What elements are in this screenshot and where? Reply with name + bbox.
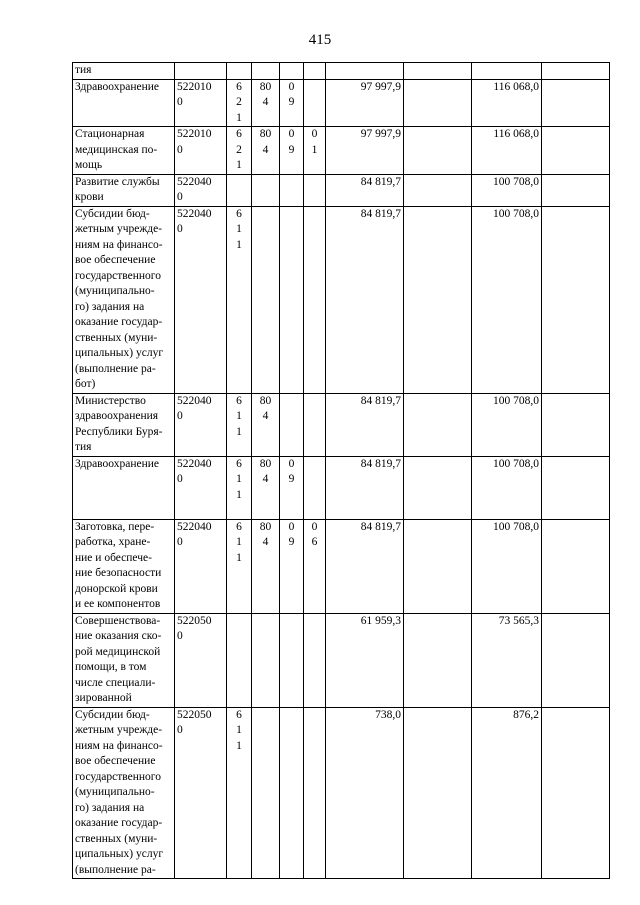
code-line: 0 <box>177 473 183 485</box>
code-cell <box>175 79 227 127</box>
empty-cell <box>404 393 472 456</box>
amount-2023-cell: 84 819,7 <box>326 174 404 206</box>
rz-cell <box>252 519 280 613</box>
vr-cell <box>227 707 252 879</box>
name-cell <box>73 456 175 519</box>
vr-digit: 1 <box>236 410 242 422</box>
empty-cell <box>404 456 472 519</box>
vr-cell <box>227 174 252 206</box>
vr-digit: 1 <box>236 223 242 235</box>
vr-cell <box>227 79 252 127</box>
extra-cell <box>304 63 326 80</box>
amount-2023-cell: 84 819,7 <box>326 456 404 519</box>
amount-2023-cell: 738,0 <box>326 707 404 879</box>
vr-digit: 6 <box>236 394 242 407</box>
pr-digit: 0 <box>288 457 295 470</box>
extra-cell <box>304 127 326 175</box>
empty-cell <box>542 613 610 707</box>
name-line: здравоохранения <box>75 410 159 422</box>
vr-digit: 6 <box>236 80 242 93</box>
name-line: ципальных) услуг <box>75 347 164 359</box>
code-cell <box>175 63 227 80</box>
vr-digit: 1 <box>236 724 242 736</box>
code-line: 0 <box>177 536 183 548</box>
code-cell <box>175 206 227 393</box>
vr-digit: 1 <box>236 111 242 124</box>
code-line: 0 <box>177 96 183 108</box>
empty-cell <box>404 174 472 206</box>
vr-digit: 1 <box>236 238 242 251</box>
extra-digit: 1 <box>311 143 318 156</box>
rz-cell <box>252 174 280 206</box>
amount-2023-cell <box>326 63 404 80</box>
extra-digit: 0 <box>311 520 318 533</box>
vr-digit: 6 <box>236 457 242 470</box>
empty-cell <box>542 707 610 879</box>
extra-cell <box>304 206 326 393</box>
name-line: го) задания на <box>75 801 145 814</box>
pr-cell <box>280 707 304 879</box>
vr-digit: 2 <box>236 143 242 156</box>
name-cell <box>73 707 175 879</box>
code-line: 522040 <box>177 457 212 470</box>
vr-digit: 1 <box>236 488 242 501</box>
table-row <box>73 63 610 80</box>
vr-cell <box>227 613 252 707</box>
amount-2023-cell: 97 997,9 <box>326 127 404 175</box>
amount-2024-cell: 876,2 <box>472 707 542 879</box>
name-line: государственного <box>75 770 161 783</box>
pr-cell <box>280 79 304 127</box>
vr-digit: 1 <box>236 473 242 485</box>
table-row <box>73 707 610 879</box>
table-row <box>73 174 610 206</box>
name-line: бот) <box>75 378 96 390</box>
empty-cell <box>404 127 472 175</box>
name-line: вое обеспечение <box>75 755 156 767</box>
empty-cell <box>542 206 610 393</box>
empty-cell <box>542 127 610 175</box>
code-cell <box>175 456 227 519</box>
code-line: 0 <box>177 143 183 156</box>
vr-digit: 6 <box>236 520 242 533</box>
table-row <box>73 456 610 519</box>
name-cell <box>73 127 175 175</box>
extra-cell <box>304 707 326 879</box>
name-line: го) задания на <box>75 300 145 313</box>
amount-2023-cell: 84 819,7 <box>326 206 404 393</box>
name-line: тия <box>75 64 92 76</box>
vr-cell <box>227 393 252 456</box>
name-line: работка, хране- <box>75 536 151 548</box>
code-cell <box>175 613 227 707</box>
rz-digit: 80 <box>259 128 272 140</box>
amount-2023-cell: 84 819,7 <box>326 519 404 613</box>
pr-cell <box>280 127 304 175</box>
vr-digit: 6 <box>236 207 242 220</box>
name-line: ние безопасности <box>75 567 162 579</box>
name-line: Здравоохранение <box>75 457 160 470</box>
name-line: и ее компонентов <box>75 598 161 610</box>
budget-table <box>72 62 610 879</box>
extra-cell <box>304 79 326 127</box>
empty-cell <box>542 393 610 456</box>
vr-digit: 6 <box>236 708 242 721</box>
name-line: (муниципально- <box>75 285 155 297</box>
rz-digit: 80 <box>259 394 272 407</box>
name-line: рой медицинской <box>75 645 161 658</box>
name-line: (выполнение ра- <box>75 863 156 876</box>
extra-cell <box>304 393 326 456</box>
name-line: Министерство <box>75 394 146 407</box>
name-line: Стационарная <box>75 128 145 140</box>
code-cell <box>175 707 227 879</box>
name-line: (выполнение ра- <box>75 362 156 375</box>
extra-digit: 0 <box>311 128 318 140</box>
name-line: крови <box>75 191 104 203</box>
page-number: 415 <box>308 32 332 48</box>
name-cell <box>73 613 175 707</box>
name-cell <box>73 393 175 456</box>
vr-digit: 2 <box>236 96 242 108</box>
vr-cell <box>227 519 252 613</box>
pr-digit: 9 <box>288 473 295 485</box>
name-line: медицинская по- <box>75 143 158 156</box>
table-row <box>73 393 610 456</box>
empty-cell <box>542 519 610 613</box>
table-row <box>73 79 610 127</box>
code-line: 0 <box>177 191 183 203</box>
code-cell <box>175 519 227 613</box>
name-line: числе специали- <box>75 676 156 689</box>
name-line: оказание государ- <box>75 817 163 829</box>
name-line: (муниципально- <box>75 786 155 798</box>
code-line: 522040 <box>177 207 212 220</box>
rz-digit: 4 <box>262 473 269 485</box>
name-line: ственных (муни- <box>75 331 158 344</box>
extra-cell <box>304 519 326 613</box>
pr-digit: 9 <box>288 96 295 108</box>
pr-cell <box>280 63 304 80</box>
code-line: 522050 <box>177 614 212 627</box>
rz-cell <box>252 206 280 393</box>
extra-digit: 6 <box>311 536 318 548</box>
code-line: 522010 <box>177 128 212 140</box>
pr-cell <box>280 613 304 707</box>
empty-cell <box>404 519 472 613</box>
name-line: Субсидии бюд- <box>75 708 150 721</box>
name-line: Здравоохранение <box>75 80 160 93</box>
amount-2024-cell <box>472 63 542 80</box>
vr-digit: 1 <box>236 425 242 438</box>
amount-2024-cell: 100 708,0 <box>472 519 542 613</box>
empty-cell <box>404 206 472 393</box>
name-cell <box>73 63 175 80</box>
empty-cell <box>404 79 472 127</box>
code-line: 522040 <box>177 175 212 188</box>
pr-digit: 0 <box>288 128 295 140</box>
name-line: Республики Буря- <box>75 425 163 438</box>
rz-digit: 4 <box>262 410 269 422</box>
table-row <box>73 206 610 393</box>
vr-digit: 1 <box>236 159 242 171</box>
amount-2024-cell: 116 068,0 <box>472 79 542 127</box>
name-line: государственного <box>75 269 161 282</box>
table-row <box>73 519 610 613</box>
rz-digit: 4 <box>262 143 269 156</box>
vr-cell <box>227 206 252 393</box>
name-line: оказание государ- <box>75 316 163 328</box>
pr-digit: 0 <box>288 520 295 533</box>
name-line: Совершенствова- <box>75 614 161 627</box>
rz-digit: 4 <box>262 536 269 548</box>
empty-cell <box>404 63 472 80</box>
vr-digit: 1 <box>236 739 242 752</box>
rz-cell <box>252 79 280 127</box>
name-cell <box>73 174 175 206</box>
name-line: тия <box>75 441 92 453</box>
amount-2024-cell: 100 708,0 <box>472 206 542 393</box>
amount-2024-cell: 116 068,0 <box>472 127 542 175</box>
extra-cell <box>304 613 326 707</box>
name-line: помощи, в том <box>75 661 147 673</box>
extra-cell <box>304 456 326 519</box>
amount-2024-cell: 100 708,0 <box>472 456 542 519</box>
pr-digit: 9 <box>288 143 295 156</box>
code-line: 0 <box>177 410 183 422</box>
code-cell <box>175 174 227 206</box>
rz-digit: 4 <box>262 96 269 108</box>
name-line: жетным учрежде- <box>75 724 163 736</box>
pr-cell <box>280 206 304 393</box>
vr-digit: 1 <box>236 551 242 564</box>
pr-digit: 9 <box>288 536 295 548</box>
empty-cell <box>404 707 472 879</box>
name-line: донорской крови <box>75 582 158 595</box>
code-line: 522040 <box>177 520 212 533</box>
empty-cell <box>542 63 610 80</box>
name-line: зированной <box>75 692 132 704</box>
amount-2024-cell: 73 565,3 <box>472 613 542 707</box>
name-cell <box>73 519 175 613</box>
empty-cell <box>404 613 472 707</box>
name-line: ниям на финансо- <box>75 739 163 752</box>
empty-cell <box>542 174 610 206</box>
rz-cell <box>252 456 280 519</box>
rz-cell <box>252 127 280 175</box>
pr-cell <box>280 174 304 206</box>
pr-cell <box>280 456 304 519</box>
rz-cell <box>252 707 280 879</box>
vr-digit: 1 <box>236 536 242 548</box>
code-line: 522050 <box>177 708 212 721</box>
pr-digit: 0 <box>288 80 295 93</box>
vr-cell <box>227 127 252 175</box>
empty-cell <box>542 456 610 519</box>
name-line: вое обеспечение <box>75 254 156 266</box>
amount-2024-cell: 100 708,0 <box>472 174 542 206</box>
rz-cell <box>252 63 280 80</box>
code-cell <box>175 127 227 175</box>
name-line: ние и обеспече- <box>75 551 152 564</box>
rz-cell <box>252 613 280 707</box>
name-cell <box>73 206 175 393</box>
rz-digit: 80 <box>259 520 272 533</box>
name-line: ние оказания ско- <box>75 630 162 642</box>
amount-2023-cell: 97 997,9 <box>326 79 404 127</box>
rz-cell <box>252 393 280 456</box>
code-line: 0 <box>177 223 183 235</box>
table-row <box>73 613 610 707</box>
name-cell <box>73 79 175 127</box>
name-line: мощь <box>75 159 103 171</box>
name-line: ниям на финансо- <box>75 238 163 251</box>
name-line: Субсидии бюд- <box>75 207 150 220</box>
amount-2023-cell: 84 819,7 <box>326 393 404 456</box>
rz-digit: 80 <box>259 457 272 470</box>
table-row <box>73 127 610 175</box>
code-line: 0 <box>177 724 183 736</box>
extra-cell <box>304 174 326 206</box>
name-line: Развитие службы <box>75 175 160 188</box>
budget-table-body <box>73 63 610 879</box>
code-cell <box>175 393 227 456</box>
pr-cell <box>280 519 304 613</box>
amount-2023-cell: 61 959,3 <box>326 613 404 707</box>
code-line: 0 <box>177 630 183 642</box>
pr-cell <box>280 393 304 456</box>
code-line: 522010 <box>177 80 212 93</box>
vr-cell <box>227 456 252 519</box>
vr-digit: 6 <box>236 128 242 140</box>
rz-digit: 80 <box>259 80 272 93</box>
amount-2024-cell: 100 708,0 <box>472 393 542 456</box>
name-line: ственных (муни- <box>75 832 158 845</box>
name-line: Заготовка, пере- <box>75 520 155 533</box>
name-line: ципальных) услуг <box>75 848 164 860</box>
empty-cell <box>542 79 610 127</box>
code-line: 522040 <box>177 394 212 407</box>
vr-cell <box>227 63 252 80</box>
name-line: жетным учрежде- <box>75 223 163 235</box>
